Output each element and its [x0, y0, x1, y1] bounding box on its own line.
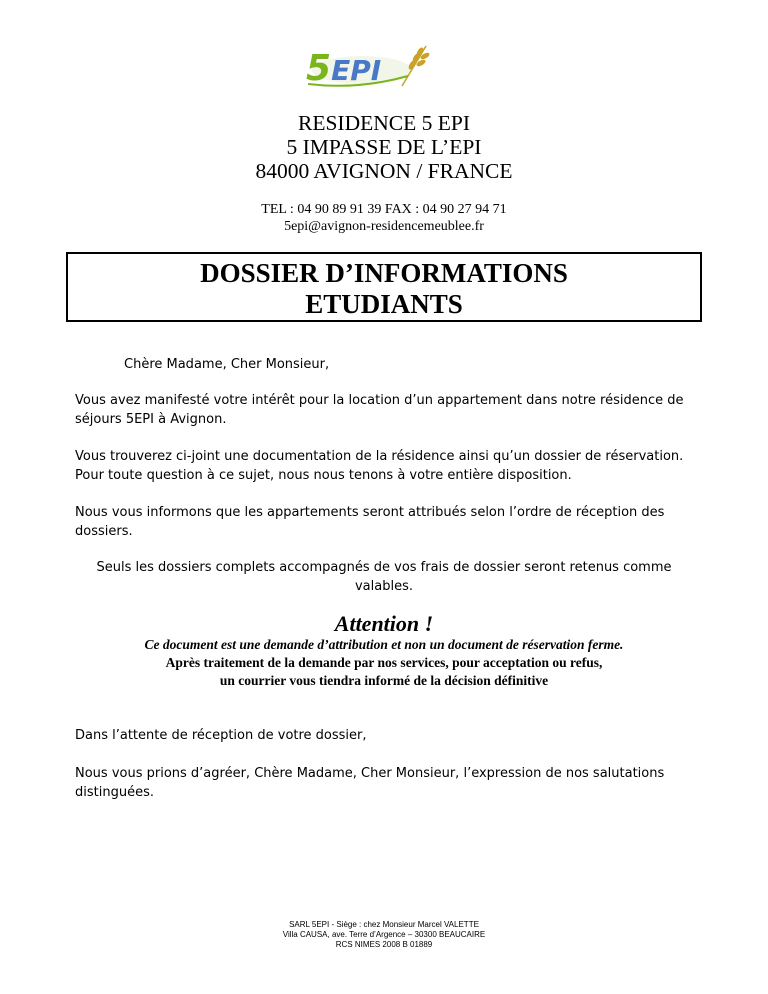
document-title	[66, 252, 702, 322]
company-footer	[0, 920, 768, 950]
residence-logo	[298, 40, 438, 92]
greeting: Chère Madame, Cher Monsieur,	[124, 357, 330, 372]
text-line: dossiers.	[75, 524, 133, 539]
notice-line: un courrier vous tiendra informé de la décision définitive	[219, 673, 549, 688]
text-line: Seuls les dossiers complets accompagnés de vos frais de dossier seront retenus comme	[96, 560, 672, 575]
address-line: RESIDENCE 5 EPI	[298, 111, 470, 135]
text-line: Nous vous informons que les appartements seront attribués selon l’ordre de réception des	[75, 505, 665, 520]
title-line-1: DOSSIER D’INFORMATIONS	[200, 258, 568, 288]
notice-line: Après traitement de la demande par nos services, pour acceptation ou refus,	[165, 655, 603, 670]
paragraph-allocation	[75, 503, 715, 541]
attention-heading: Attention !	[334, 611, 434, 636]
paragraph-closing	[75, 764, 715, 802]
footer-line: SARL 5EPI - Siège : chez Monsieur Marcel VALETTE	[289, 920, 479, 929]
paragraph-interest	[75, 391, 715, 429]
text-line: Vous trouverez ci-joint une documentation de la résidence ainsi qu’un dossier de réservation.	[75, 449, 684, 464]
notice-line: Ce document est une demande d’attribution et non un document de réservation ferme.	[144, 637, 624, 652]
paragraph-documentation	[75, 447, 715, 485]
text-line: valables.	[354, 579, 413, 594]
paragraph-complete-files	[60, 558, 708, 596]
contact-info	[0, 201, 768, 235]
text-line: Nous vous prions d’agréer, Chère Madame, Cher Monsieur, l’expression de nos salutations	[75, 766, 665, 781]
text-line: distinguées.	[75, 785, 154, 800]
footer-line: Villa CAUSA, ave. Terre d’Argence – 30300 BEAUCAIRE	[282, 930, 486, 939]
address-line: 84000 AVIGNON / FRANCE	[255, 159, 513, 183]
logo-text: 5EPI	[306, 48, 382, 89]
footer-line: RCS NIMES 2008 B 01889	[335, 940, 433, 949]
text-line: Vous avez manifesté votre intérêt pour la location d’un appartement dans notre résidence de	[75, 393, 684, 408]
text-line: Pour toute question à ce sujet, nous nous tenons à votre entière disposition.	[75, 468, 572, 483]
address-line: 5 IMPASSE DE L’EPI	[286, 135, 482, 159]
paragraph-awaiting: Dans l’attente de réception de votre dossier,	[75, 728, 367, 743]
residence-address	[0, 111, 768, 183]
phone-fax: TEL : 04 90 89 91 39 FAX : 04 90 27 94 71	[261, 202, 507, 217]
title-line-2: ETUDIANTS	[305, 289, 463, 319]
text-line: séjours 5EPI à Avignon.	[75, 412, 227, 427]
email-address: 5epi@avignon-residencemeublee.fr	[284, 219, 484, 234]
